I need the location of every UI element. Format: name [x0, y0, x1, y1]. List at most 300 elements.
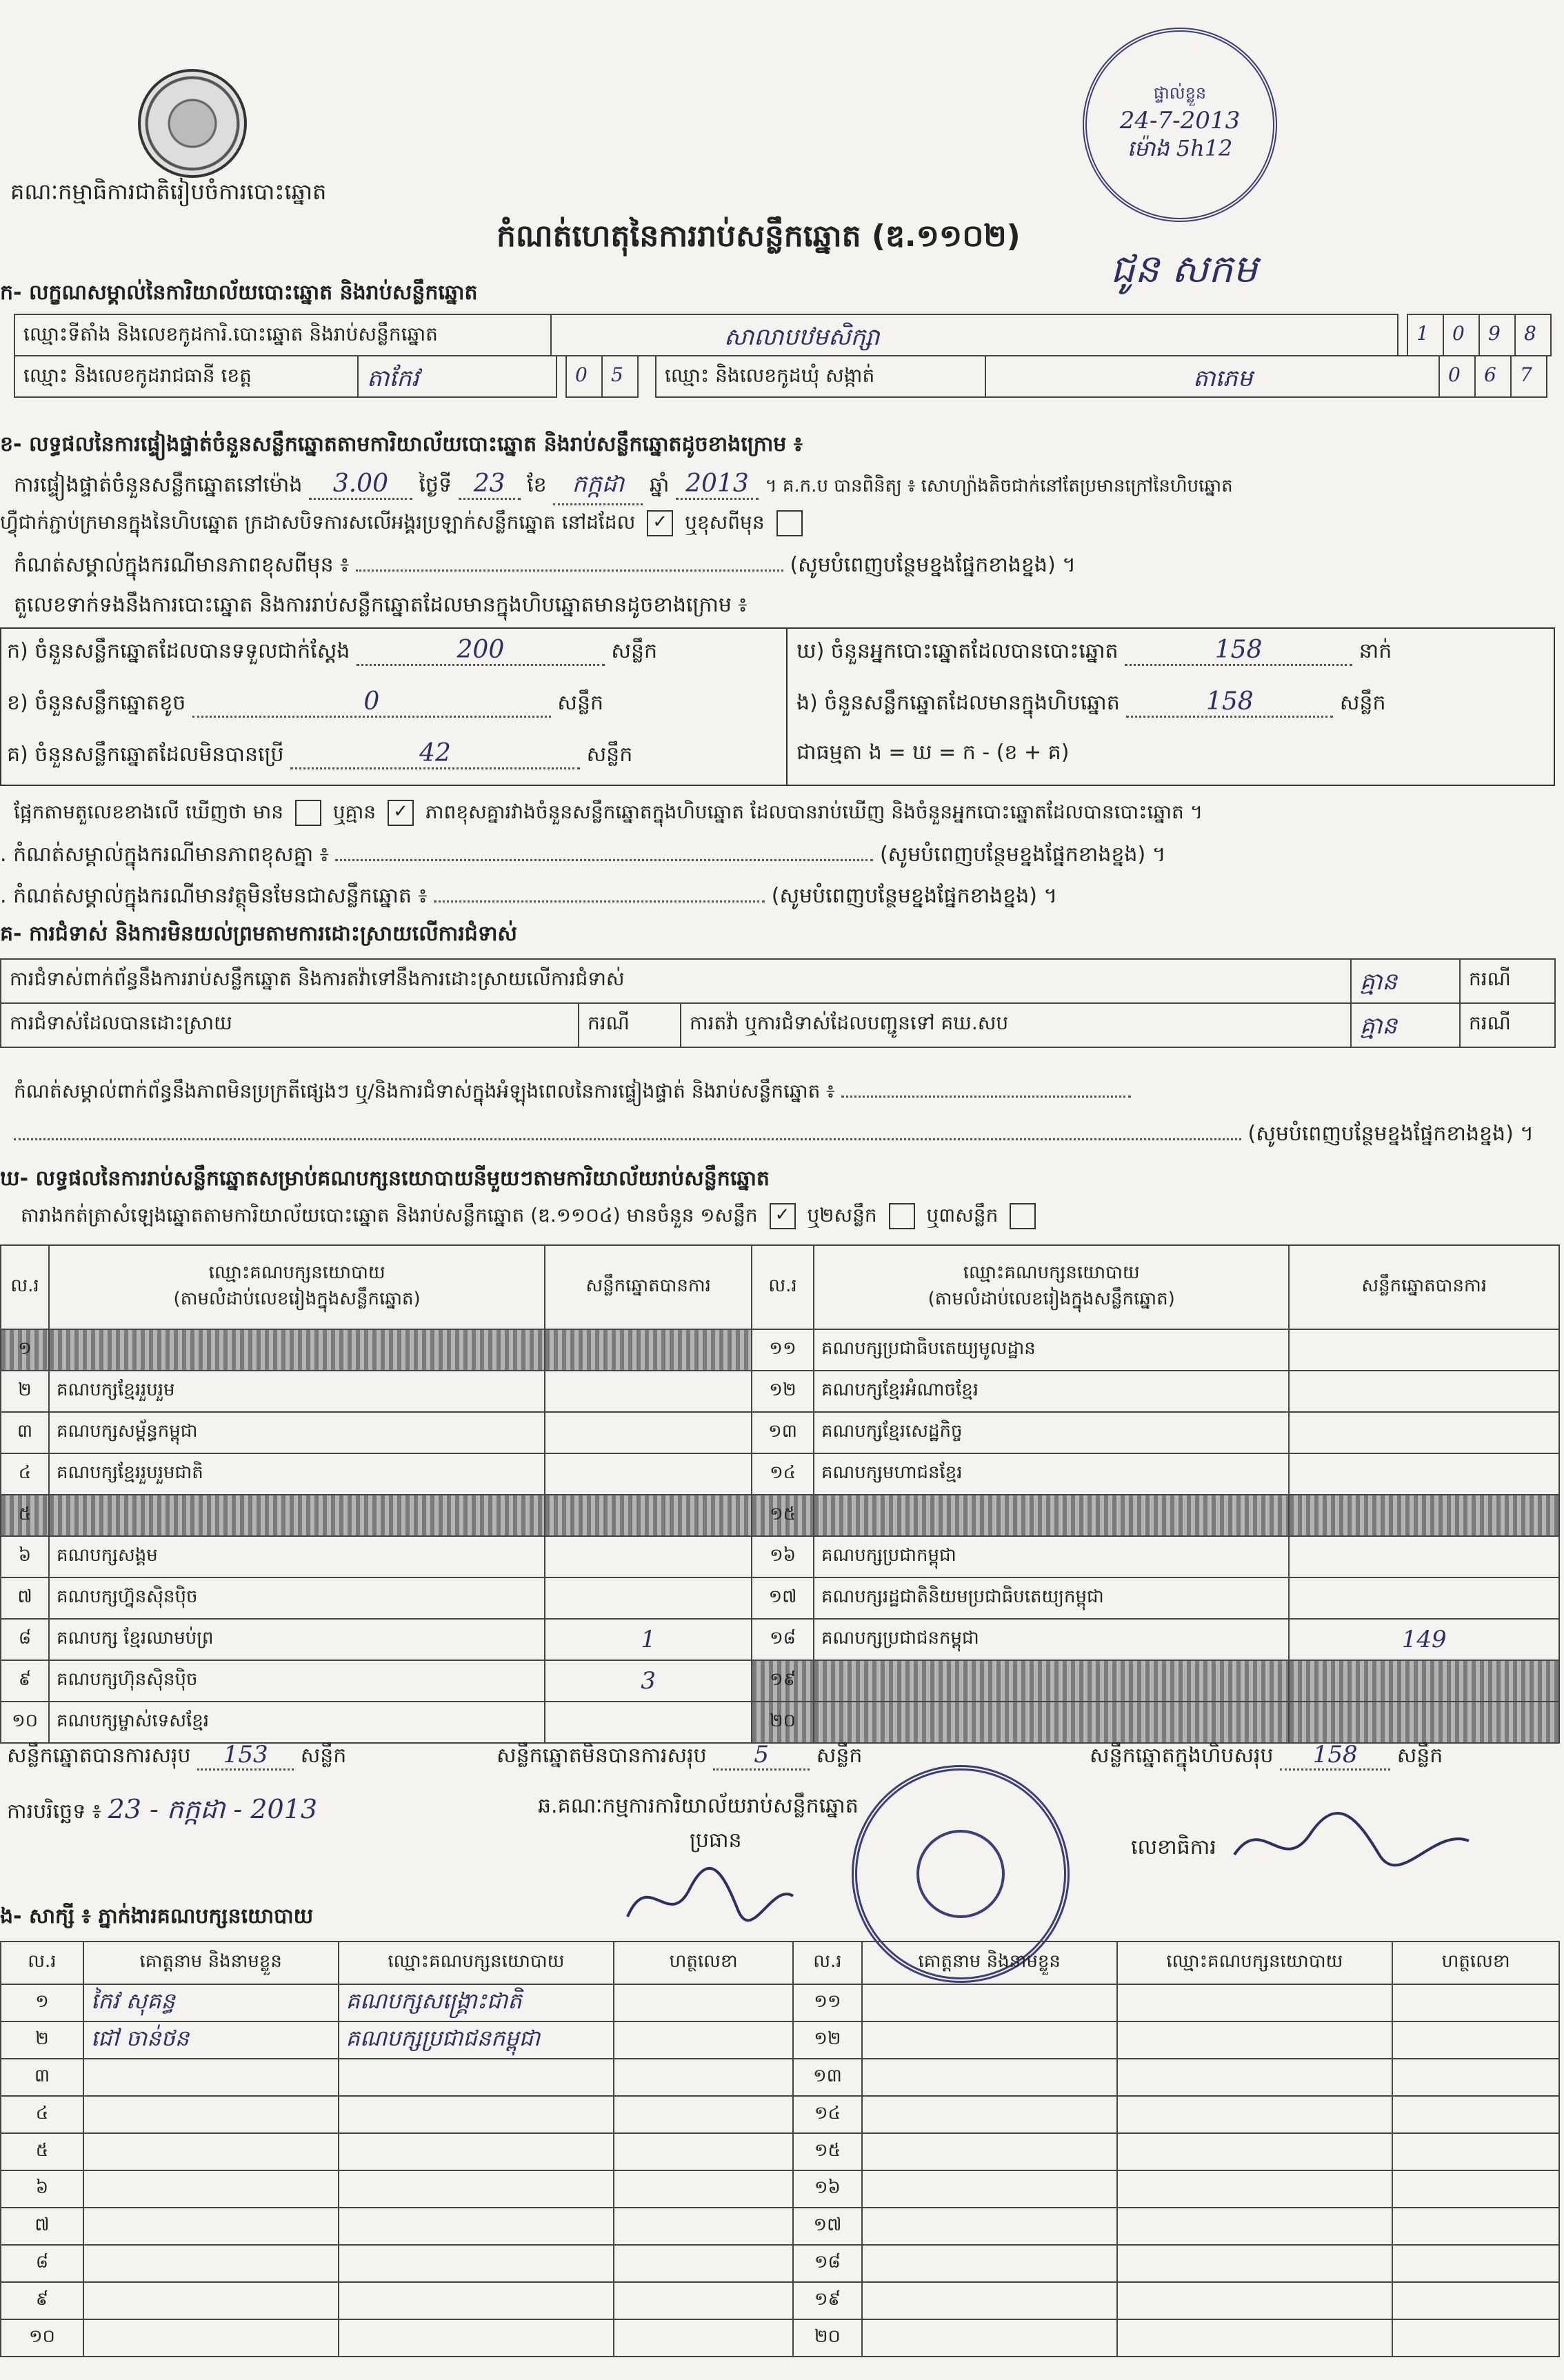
col-party-subtitle: (តាមលំដាប់លេខរៀងក្នុងសន្លឹកឆ្នោត) — [928, 1289, 1175, 1309]
witness-no-cell: ១ — [1, 1984, 83, 2021]
item-value: 158 — [1126, 687, 1333, 718]
party-votes-cell: 1 — [545, 1619, 752, 1660]
party-votes-cell — [1289, 1329, 1559, 1371]
witness-signature-cell — [614, 2245, 793, 2282]
party-votes-cell — [545, 1412, 752, 1453]
signoff-date-line — [7, 1793, 317, 1831]
witness-row — [1, 2170, 1559, 2208]
witness-col-no: ល.រ — [793, 1942, 862, 1984]
total-valid-label: សន្លឹកឆ្នោតបានការសរុប — [7, 1744, 191, 1768]
witness-name-cell — [862, 2208, 1117, 2245]
party-no-cell: ៤ — [1, 1453, 49, 1495]
note3-hint: (សូមបំពេញបន្ថែមខ្នងផ្នែកខាងខ្នង) ។ — [771, 884, 1058, 908]
section-a-row1-label: ឈ្មោះទីតាំង និងលេខកូដការិ.បោះឆ្នោត និងរាប់សន្លឹកឆ្នោត — [14, 314, 552, 356]
objection-row2-unit2: ករណី — [1459, 1002, 1556, 1048]
witness-row — [1, 2096, 1559, 2133]
objection-row2-label: ការជំទាស់ដែលបានដោះស្រាយ — [0, 1002, 579, 1048]
party-name-cell: គណបក្សហ្វ៊ុនស៊ិនប៉ិច — [49, 1577, 545, 1619]
objection-note-hint: (សូមបំពេញបន្ថែមខ្នងផ្នែកខាងខ្នង) ។ — [1247, 1122, 1534, 1146]
witness-name-cell — [83, 2282, 339, 2319]
witness-row — [1, 2208, 1559, 2245]
section-b-intro: តួលេខទាក់ទងនឹងការបោះឆ្នោត និងការរាប់សន្លឹកឆ្នោតដែលមានក្នុងហិបឆ្នោតមានដូចខាងក្រោម ៖ — [14, 593, 748, 617]
witness-name-cell — [862, 2096, 1117, 2133]
witness-party-cell — [1117, 2170, 1393, 2208]
witness-no-cell: ១១ — [793, 1984, 862, 2021]
witness-name-cell — [862, 2245, 1117, 2282]
item-value: 200 — [357, 636, 605, 666]
objection-note-blank2 — [14, 1138, 1241, 1140]
witness-no-cell: ៦ — [1, 2170, 83, 2208]
witness-signature-cell — [614, 2170, 793, 2208]
compare-text: ផ្អែកតាមតួលេខខាងលើ ឃើញថា មាន — [14, 800, 284, 823]
witness-row — [1, 2282, 1559, 2319]
witness-no-cell: ១៦ — [793, 2170, 862, 2208]
section-a-row2-value1: តាកែវ — [357, 355, 557, 398]
code-digit: 8 — [1514, 314, 1552, 356]
objection-row1-unit: ករណី — [1459, 958, 1556, 1004]
party-no-cell: ១៣ — [752, 1412, 814, 1453]
count-item-b — [7, 687, 603, 720]
witness-party-cell — [339, 2059, 614, 2096]
item-unit: សន្លឹក — [1339, 691, 1386, 715]
org-name: គណៈកម្មាធិការជាតិរៀបចំការបោះឆ្នោត — [10, 179, 327, 205]
objection-note-line2 — [14, 1120, 1534, 1151]
witness-no-cell: ១៤ — [793, 2096, 862, 2133]
witness-party-cell — [1117, 2021, 1393, 2059]
witness-party-cell — [339, 2096, 614, 2133]
witness-row — [1, 2133, 1559, 2170]
witness-name-cell — [83, 2059, 339, 2096]
secretary-label: លេខាធិការ — [1131, 1835, 1216, 1859]
stamp-line1: ផ្ទាល់ខ្លួន — [1153, 83, 1207, 103]
party-votes-cell — [545, 1329, 752, 1371]
witness-no-cell: ១៣ — [793, 2059, 862, 2096]
witness-party-cell — [1117, 2282, 1393, 2319]
witness-col-party: ឈ្មោះគណបក្សនយោបាយ — [339, 1942, 614, 1984]
note3-blank — [434, 900, 765, 902]
line2-opt2: ឬខុសពីមុន — [685, 511, 765, 534]
party-no-cell: ១៦ — [752, 1536, 814, 1577]
witness-no-cell: ១០ — [1, 2319, 83, 2357]
party-votes-cell — [545, 1536, 752, 1577]
line1-month-label: ខែ — [527, 473, 547, 497]
total-box — [1090, 1741, 1443, 1773]
party-no-cell: ៧ — [1, 1577, 49, 1619]
party-votes-cell — [1289, 1702, 1559, 1743]
witness-no-cell: ៧ — [1, 2208, 83, 2245]
party-name-cell: គណបក្សប្រជាជនកម្ពុជា — [814, 1619, 1289, 1660]
count-time: 3.00 — [309, 470, 412, 500]
code-digit: 0 — [1438, 355, 1476, 398]
made-at-label: ការបរិច្ឆេទ ៖ — [7, 1799, 101, 1824]
section-d-heading: ឃ- លទ្ធផលនៃការរាប់សន្លឹកឆ្នោតសម្រាប់គណបក្សនយោបាយនីមួយៗតាមការិយាល័យរាប់សន្លឹកឆ្នោត — [0, 1167, 770, 1191]
party-votes-cell — [545, 1495, 752, 1536]
witness-signature-cell — [1392, 2245, 1559, 2282]
party-row — [1, 1619, 1559, 1660]
count-day: 23 — [459, 470, 521, 500]
party-name-cell — [814, 1495, 1289, 1536]
witness-party-cell — [1117, 2133, 1393, 2170]
witness-col-no: ល.រ — [1, 1942, 83, 1984]
witness-signature-cell — [614, 2208, 793, 2245]
witness-party-cell — [339, 2319, 614, 2357]
section-c-heading: គ- ការជំទាស់ និងការមិនយល់ព្រមតាមការដោះស្រាយលើការជំទាស់ — [0, 922, 517, 946]
section-b-note1 — [14, 552, 1076, 582]
party-name-cell — [814, 1660, 1289, 1702]
party-no-cell: ៣ — [1, 1412, 49, 1453]
has-difference-checkbox[interactable] — [295, 800, 321, 826]
party-name-cell: គណបក្ស ខ្មែរឈាមប់ព្រ — [49, 1619, 545, 1660]
item-value: 158 — [1125, 636, 1352, 666]
witness-name-cell — [862, 2319, 1117, 2357]
code-digit: 7 — [1510, 355, 1547, 398]
witness-name-cell: កៃវ សុគន្ធ — [83, 1984, 339, 2021]
party-name-cell: គណបក្សខ្មែររួបរួមជាតិ — [49, 1453, 545, 1495]
witness-signature-cell — [614, 2021, 793, 2059]
witness-no-cell: ៩ — [1, 2282, 83, 2319]
witness-no-cell: ៣ — [1, 2059, 83, 2096]
note2-line — [0, 841, 1166, 871]
witness-name-cell — [83, 2096, 339, 2133]
objection-row1-label: ការជំទាស់ពាក់ព័ន្ធនឹងការរាប់សន្លឹកឆ្នោត និងការតវ៉ាទៅនឹងការដោះស្រាយលើការជំទាស់ — [0, 958, 1352, 1004]
witness-name-cell — [83, 2245, 339, 2282]
objection-row2-label2: ការតវ៉ា ឬការជំទាស់ដែលបញ្ជូនទៅ គឃ.សប — [680, 1002, 1352, 1048]
party-votes-cell — [1289, 1453, 1559, 1495]
party-name-cell — [49, 1495, 545, 1536]
party-votes-cell: 149 — [1289, 1619, 1559, 1660]
total-box-label: សន្លឹកឆ្នោតក្នុងហិបសរុប — [1090, 1744, 1274, 1768]
section-b-heading: ខ- លទ្ធផលនៃការផ្ទៀងផ្ទាត់ចំនួនសន្លឹកឆ្នោតតាមការិយាល័យបោះឆ្នោត និងរាប់សន្លឹកឆ្នោតដូចខាងក្រោម ៖ — [0, 432, 803, 456]
party-votes-cell — [1289, 1371, 1559, 1412]
line1-mid: ថ្ងៃទី — [419, 473, 452, 497]
witness-row — [1, 2319, 1559, 2357]
witness-party-cell — [339, 2170, 614, 2208]
party-row — [1, 1536, 1559, 1577]
col-no-header: ល.រ — [752, 1245, 814, 1329]
two-sheet-checkbox[interactable] — [889, 1203, 915, 1229]
party-row — [1, 1453, 1559, 1495]
item-unit: សន្លឹក — [611, 639, 658, 663]
party-row — [1, 1702, 1559, 1743]
party-votes-cell — [1289, 1660, 1559, 1702]
party-no-cell: ១០ — [1, 1702, 49, 1743]
party-votes-cell — [545, 1577, 752, 1619]
line1-pre: ការផ្ទៀងផ្ទាត់ចំនួនសន្លឹកឆ្នោតនៅម៉ោង — [14, 473, 303, 497]
section-a-row2-label2: ឈ្មោះ និងលេខកូដឃុំ សង្កាត់ — [655, 355, 986, 398]
item-value: 42 — [290, 739, 580, 769]
witness-no-cell: ៥ — [1, 2133, 83, 2170]
note1-label: កំណត់សម្គាល់ក្នុងករណីមានភាពខុសពីមុន ៖ — [14, 553, 350, 577]
party-no-cell: ១៧ — [752, 1577, 814, 1619]
objection-note-label: កំណត់សម្គាល់ពាក់ព័ន្ធនឹងភាពមិនប្រក្រតីផ្សេងៗ ឬ/និងការជំទាស់ក្នុងអំឡុងពេលនៃការផ្ទៀងផ្ទាត់ និងរាប់សន្លឹកឆ្នោត ៖ — [14, 1080, 835, 1102]
party-row — [1, 1660, 1559, 1702]
item-value: 0 — [192, 687, 551, 718]
item-label: ឃ) ចំនួនអ្នកបោះឆ្នោតដែលបានបោះឆ្នោត — [796, 639, 1119, 663]
objection-row2-unit1: ករណី — [578, 1002, 681, 1048]
witness-table — [0, 1941, 1560, 2357]
total-invalid-unit: សន្លឹក — [816, 1744, 863, 1768]
col-party-header — [49, 1245, 545, 1329]
witness-row — [1, 2059, 1559, 2096]
party-row — [1, 1371, 1559, 1412]
witness-party-cell: គណបក្សប្រជាជនកម្ពុជា — [339, 2021, 614, 2059]
party-no-cell: ១២ — [752, 1371, 814, 1412]
witness-col-party: ឈ្មោះគណបក្សនយោបាយ — [1117, 1942, 1393, 1984]
section-a-heading: ក- លក្ខណសម្គាល់នៃការិយាល័យបោះឆ្នោត និងរាប់សន្លឹកឆ្នោត — [0, 281, 478, 305]
witness-no-cell: ១៧ — [793, 2208, 862, 2245]
witness-party-cell — [1117, 2059, 1393, 2096]
witness-no-cell: ១២ — [793, 2021, 862, 2059]
col-party-title: ឈ្មោះគណបក្សនយោបាយ — [208, 1262, 385, 1283]
witness-col-name: គោត្តនាម និងនាមខ្លួន — [83, 1942, 339, 1984]
party-no-cell: ១ — [1, 1329, 49, 1371]
note1-blank — [356, 569, 783, 572]
count-month: កក្កដា — [553, 469, 643, 505]
count-item-c — [7, 739, 632, 772]
witness-no-cell: ១៥ — [793, 2133, 862, 2170]
party-votes-cell: 3 — [545, 1660, 752, 1702]
section-a-row1-value: សាលាបឋមសិក្សា — [550, 314, 1398, 356]
total-box-unit: សន្លឹក — [1396, 1744, 1443, 1768]
witness-party-cell — [1117, 2096, 1393, 2133]
witness-party-cell — [1117, 2245, 1393, 2282]
party-votes-cell — [545, 1371, 752, 1412]
witness-party-cell — [1117, 2319, 1393, 2357]
total-invalid-label: សន្លឹកឆ្នោតមិនបានការសរុប — [497, 1744, 707, 1768]
note2-blank — [335, 859, 873, 861]
note2-label: . កំណត់សម្គាល់ក្នុងករណីមានភាពខុសគ្នា ៖ — [0, 843, 329, 867]
witness-signature-cell — [1392, 2170, 1559, 2208]
party-no-cell: ១៥ — [752, 1495, 814, 1536]
witness-signature-cell — [1392, 2208, 1559, 2245]
total-invalid — [497, 1741, 862, 1773]
party-no-cell: ១៨ — [752, 1619, 814, 1660]
witness-row — [1, 1984, 1559, 2021]
party-name-cell: គណបក្សខ្មែរសេដ្ឋកិច្ច — [814, 1412, 1289, 1453]
item-label: ក) ចំនួនសន្លឹកឆ្នោតដែលបានទទួលជាក់ស្ដែង — [7, 639, 350, 663]
witness-signature-cell — [1392, 2021, 1559, 2059]
chair-signature-icon — [621, 1855, 800, 1937]
item-unit: នាក់ — [1359, 639, 1392, 663]
section-b-line1 — [14, 469, 1233, 505]
code-digit: 5 — [601, 355, 639, 398]
party-name-cell: គណបក្សសម្ព័ន្ធកម្ពុជា — [49, 1412, 545, 1453]
section-b-line2 — [0, 510, 808, 538]
compare-line — [14, 800, 1203, 828]
witness-col-name: គោត្តនាម និងនាមខ្លួន — [862, 1942, 1117, 1984]
no-difference-checkbox[interactable]: ✓ — [388, 800, 414, 826]
party-name-cell: គណបក្សមហាជនខ្មែរ — [814, 1453, 1289, 1495]
stamp-date: 24-7-2013 — [1119, 107, 1241, 134]
count-formula: ជាធម្មតា ង = ឃ = ក - (ខ + គ) — [796, 740, 1070, 765]
line1-post: ។ គ.ក.ប បានពិនិត្យ ៖ សោហ្យ៉ាងតិចជាក់នៅតែប្រមានក្រៅនៃហិបឆ្នោត — [765, 476, 1233, 496]
committee-label: ឆ.គណៈកម្មការការិយាល័យរាប់សន្លឹកឆ្នោត — [538, 1794, 859, 1818]
note1-hint: (សូមបំពេញបន្ថែមខ្នងផ្នែកខាងខ្នង) ។ — [790, 553, 1076, 577]
sub-text: តារាងកត់ត្រាសំឡេងឆ្នោតតាមការិយាល័យបោះឆ្នោត និងរាប់សន្លឹកឆ្នោត (ឌ.១១០៤) មានចំនួន ១សន្លឹក — [21, 1204, 758, 1227]
party-votes-cell — [545, 1702, 752, 1743]
party-name-cell — [49, 1329, 545, 1371]
party-no-cell: ២០ — [752, 1702, 814, 1743]
witness-no-cell: ៤ — [1, 2096, 83, 2133]
witness-name-cell — [83, 2208, 339, 2245]
objection-note-blank — [841, 1096, 1131, 1098]
code-digit: 6 — [1474, 355, 1512, 398]
witness-name-cell — [862, 2133, 1117, 2170]
party-row — [1, 1577, 1559, 1619]
party-results-table — [0, 1244, 1560, 1744]
witness-party-cell — [339, 2208, 614, 2245]
party-row — [1, 1495, 1559, 1536]
counts-divider — [786, 627, 788, 786]
witness-signature-cell — [1392, 2282, 1559, 2319]
objection-note — [14, 1079, 1131, 1107]
party-name-cell — [814, 1702, 1289, 1743]
objection-row1-value: គ្មាន — [1350, 958, 1461, 1004]
witness-name-cell — [83, 2133, 339, 2170]
received-stamp — [1083, 28, 1277, 222]
witness-row — [1, 2245, 1559, 2282]
compare-rest: ភាពខុសគ្នារវាងចំនួនសន្លឹកឆ្នោតក្នុងហិបឆ្នោត ដែលបានរាប់ឃើញ និងចំនួនអ្នកបោះឆ្នោតដែលបានបោះឆ្នោត ។ — [425, 800, 1203, 823]
party-no-cell: ១១ — [752, 1329, 814, 1371]
party-name-cell: គណបក្សខ្មែររួបរួម — [49, 1371, 545, 1412]
total-valid — [7, 1741, 346, 1773]
witness-name-cell — [83, 2319, 339, 2357]
form-title: កំណត់ហេតុនៃការរាប់សន្លឹកឆ្នោត (ឌ.១១០២) — [497, 219, 1021, 254]
note3-line — [0, 883, 1057, 913]
party-name-cell: គណបក្សប្រជាធិបតេយ្យមូលដ្ឋាន — [814, 1329, 1289, 1371]
three-sheet-checkbox[interactable] — [1010, 1203, 1036, 1229]
item-label: ខ) ចំនួនសន្លឹកឆ្នោតខូច — [7, 691, 186, 715]
party-row — [1, 1412, 1559, 1453]
code-digit: 0 — [1443, 314, 1480, 356]
party-no-cell: ៥ — [1, 1495, 49, 1536]
witness-party-cell — [1117, 1984, 1393, 2021]
witness-party-cell — [339, 2245, 614, 2282]
witness-name-cell — [862, 2282, 1117, 2319]
witness-no-cell: ១៩ — [793, 2282, 862, 2319]
witness-signature-cell — [614, 2096, 793, 2133]
emblem-logo-icon — [138, 69, 247, 178]
one-sheet-checkbox[interactable]: ✓ — [770, 1203, 796, 1229]
witness-signature-cell — [1392, 2059, 1559, 2096]
witness-signature-cell — [1392, 2096, 1559, 2133]
col-party-header — [814, 1245, 1289, 1329]
witness-no-cell: ២ — [1, 2021, 83, 2059]
line2-text: ហ្វ៉ឺជាក់ភ្ជាប់ក្រមានក្នុងនៃហិបឆ្នោត ក្រដាសបិទការសលើអង្គរប្រឡាក់សន្លឹកឆ្នោត នៅដដែល — [0, 511, 636, 534]
col-party-title: ឈ្មោះគណបក្សនយោបាយ — [963, 1262, 1140, 1283]
witness-party-cell — [339, 2133, 614, 2170]
party-name-cell: គណបក្សខ្មែរអំណាចខ្មែរ — [814, 1371, 1289, 1412]
item-unit: សន្លឹក — [586, 743, 633, 767]
total-invalid-value: 5 — [713, 1741, 810, 1771]
witness-signature-cell — [614, 2282, 793, 2319]
changed-checkbox[interactable] — [776, 510, 803, 536]
party-no-cell: ២ — [1, 1371, 49, 1412]
objection-row2-value: គ្មាន — [1350, 1002, 1461, 1048]
party-votes-cell — [1289, 1536, 1559, 1577]
count-item-a — [7, 636, 657, 668]
sub-opt2: ឬ២សន្លឹក — [807, 1204, 877, 1227]
sub-opt3: ឬ៣សន្លឹក — [926, 1204, 999, 1227]
code-digit: 0 — [565, 355, 603, 398]
witness-name-cell: ជៅ ចាន់ថន — [83, 2021, 339, 2059]
item-label: ង) ចំនួនសន្លឹកឆ្នោតដែលមានក្នុងហិបឆ្នោត — [796, 691, 1120, 715]
line1-year-label: ឆ្នាំ — [649, 473, 670, 497]
witness-col-signature: ហត្ថលេខា — [1392, 1942, 1559, 1984]
party-row — [1, 1329, 1559, 1371]
witness-name-cell — [862, 2059, 1117, 2096]
col-votes-header: សន្លឹកឆ្នោតបានការ — [545, 1245, 752, 1329]
witness-signature-cell — [1392, 1984, 1559, 2021]
party-no-cell: ៦ — [1, 1536, 49, 1577]
witness-signature-cell — [1392, 2319, 1559, 2357]
stamp-line3: ម៉ោង 5h12 — [1127, 135, 1233, 161]
witness-party-cell — [339, 2282, 614, 2319]
party-votes-cell — [1289, 1412, 1559, 1453]
party-no-cell: ៩ — [1, 1660, 49, 1702]
note3-label: . កំណត់សម្គាល់ក្នុងករណីមានវត្ថុមិនមែនជាសន្លឹកឆ្នោត ៖ — [0, 884, 428, 908]
witness-signature-cell — [614, 2133, 793, 2170]
party-name-cell: គណបក្សសង្គម — [49, 1536, 545, 1577]
total-valid-unit: សន្លឹក — [300, 1744, 347, 1768]
count-year: 2013 — [676, 470, 759, 500]
chair-label: ប្រធាន — [690, 1828, 742, 1853]
code-digit: 9 — [1478, 314, 1516, 356]
unchanged-checkbox[interactable]: ✓ — [647, 510, 673, 536]
party-rows — [1, 1329, 1559, 1743]
item-unit: សន្លឹក — [557, 691, 604, 715]
party-no-cell: ១៩ — [752, 1660, 814, 1702]
party-votes-cell — [545, 1453, 752, 1495]
note2-hint: (សូមបំពេញបន្ថែមខ្នងផ្នែកខាងខ្នង) ។ — [879, 843, 1166, 867]
witness-no-cell: ១៨ — [793, 2245, 862, 2282]
count-item-e — [796, 687, 1386, 720]
witness-signature-cell — [1392, 2133, 1559, 2170]
witness-row — [1, 2021, 1559, 2059]
witness-name-cell — [862, 2021, 1117, 2059]
party-name-cell: គណបក្សម្ចាស់ទេសខ្មែរ — [49, 1702, 545, 1743]
party-votes-cell — [1289, 1577, 1559, 1619]
handwritten-note: ជូន សកម — [1110, 247, 1258, 292]
secretary-signature-icon — [1227, 1806, 1476, 1882]
item-label: គ) ចំនួនសន្លឹកឆ្នោតដែលមិនបានប្រើ — [7, 743, 284, 767]
witness-no-cell: ៨ — [1, 2245, 83, 2282]
col-votes-header: សន្លឹកឆ្នោតបានការ — [1289, 1245, 1559, 1329]
compare-opt2: ឬគ្មាន — [332, 800, 377, 823]
count-item-d — [796, 636, 1392, 668]
party-no-cell: ១៤ — [752, 1453, 814, 1495]
col-no-header: ល.រ — [1, 1245, 49, 1329]
total-box-value: 158 — [1280, 1741, 1390, 1771]
witness-signature-cell — [614, 2319, 793, 2357]
witness-signature-cell — [614, 1984, 793, 2021]
witness-signature-cell — [614, 2059, 793, 2096]
party-name-cell: គណបក្សហ៊ុនស៊ិនប៉ិច — [49, 1660, 545, 1702]
party-name-cell: គណបក្សរដ្ឋជាតិនិយមប្រជាធិបតេយ្យកម្ពុជា — [814, 1577, 1289, 1619]
section-a-row2-label1: ឈ្មោះ និងលេខកូដរាជធានី ខេត្ត — [14, 355, 359, 398]
col-party-subtitle: (តាមលំដាប់លេខរៀងក្នុងសន្លឹកឆ្នោត) — [173, 1289, 421, 1309]
witness-name-cell — [862, 1984, 1117, 2021]
section-e-heading: ង- សាក្សី ៖ ភ្នាក់ងារគណបក្សនយោបាយ — [0, 1904, 314, 1928]
witness-rows — [1, 1984, 1559, 2357]
witness-name-cell — [862, 2170, 1117, 2208]
code-digit: 1 — [1407, 314, 1444, 356]
witness-no-cell: ២០ — [793, 2319, 862, 2357]
party-name-cell: គណបក្សប្រជាកម្ពុជា — [814, 1536, 1289, 1577]
witness-party-cell — [1117, 2208, 1393, 2245]
signoff-date: 23 - កក្កដា - 2013 — [108, 1794, 318, 1824]
witness-name-cell — [83, 2170, 339, 2208]
